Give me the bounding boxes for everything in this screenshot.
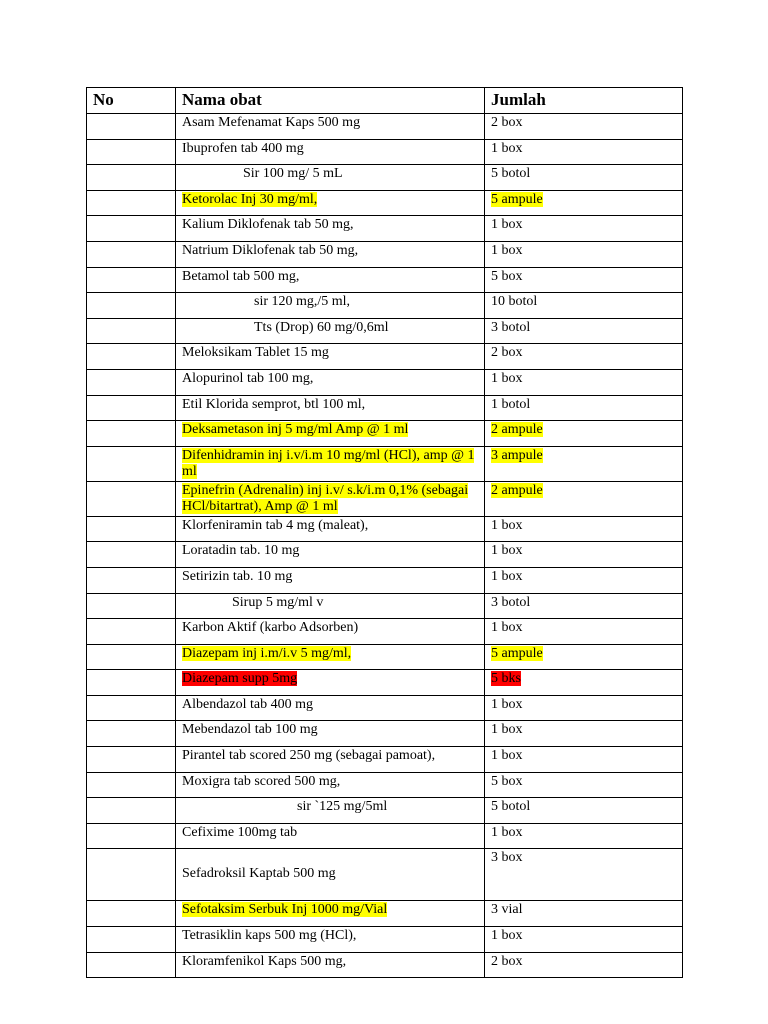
header-no: No [87,88,176,114]
cell-no [87,114,176,140]
cell-jumlah [485,695,683,721]
cell-nama-obat [176,901,485,927]
cell-jumlah [485,644,683,670]
cell-jumlah-text: 1 box [491,928,523,944]
table-row [87,695,683,721]
cell-nama-obat [176,927,485,953]
table-row [87,670,683,696]
table-row [87,901,683,927]
cell-nama-text: Pirantel tab scored 250 mg (sebagai pamoat), [182,748,436,764]
cell-nama-obat [176,721,485,747]
cell-nama-text: Klorfeniramin tab 4 mg (maleat), [182,517,369,533]
cell-jumlah [485,542,683,568]
cell-nama-text: Moxigra tab scored 500 mg, [182,773,341,789]
cell-jumlah-text: 3 box [491,850,523,866]
table-row [87,421,683,447]
cell-jumlah [485,798,683,824]
cell-nama-text: Albendazol tab 400 mg [182,696,314,712]
cell-jumlah-text: 1 box [491,217,523,233]
cell-jumlah [485,516,683,542]
cell-jumlah [485,241,683,267]
cell-jumlah [485,952,683,978]
cell-jumlah-text: 5 ampule [491,191,543,207]
table-row [87,318,683,344]
table-row [87,516,683,542]
cell-no [87,644,176,670]
cell-nama-obat [176,516,485,542]
cell-jumlah [485,446,683,481]
cell-jumlah [485,670,683,696]
cell-nama-text: Natrium Diklofenak tab 50 mg, [182,242,359,258]
cell-nama-obat [176,267,485,293]
cell-no [87,446,176,481]
cell-jumlah [485,747,683,773]
cell-no [87,216,176,242]
cell-no [87,901,176,927]
cell-jumlah-text: 3 botol [491,594,531,610]
cell-jumlah-text: 5 bks [491,671,521,687]
cell-no [87,344,176,370]
cell-jumlah-text: 1 box [491,696,523,712]
table-row [87,849,683,901]
cell-jumlah-text: 1 box [491,620,523,636]
table-row [87,952,683,978]
cell-nama-text: Ibuprofen tab 400 mg [182,140,304,156]
table-header-row [87,88,683,114]
cell-nama-text: Tts (Drop) 60 mg/0,6ml [254,319,389,335]
cell-no [87,369,176,395]
cell-jumlah [485,593,683,619]
cell-nama-text: Sir 100 mg/ 5 mL [243,166,343,182]
cell-nama-text: Diazepam inj i.m/i.v 5 mg/ml, [182,645,352,661]
cell-jumlah [485,165,683,191]
cell-nama-obat [176,216,485,242]
cell-jumlah-text: 1 botol [491,396,531,412]
cell-nama-text: Diazepam supp 5mg [182,671,298,687]
cell-jumlah-text: 1 box [491,748,523,764]
cell-nama-text: Setirizin tab. 10 mg [182,568,293,584]
cell-jumlah [485,421,683,447]
cell-jumlah-text: 1 box [491,568,523,584]
table-row [87,593,683,619]
cell-jumlah-text: 1 box [491,722,523,738]
cell-nama-text: Kalium Diklofenak tab 50 mg, [182,217,354,233]
cell-no [87,695,176,721]
cell-no [87,747,176,773]
cell-nama-obat [176,318,485,344]
cell-no [87,421,176,447]
cell-nama-text: Meloksikam Tablet 15 mg [182,345,329,361]
header-jumlah: Jumlah [485,88,683,114]
cell-nama-text: Tetrasiklin kaps 500 mg (HCl), [182,928,357,944]
cell-jumlah-text: 2 box [491,953,523,969]
cell-nama-text: Difenhidramin inj i.v/i.m 10 mg/ml (HCl), amp @ 1 ml [182,447,475,479]
table-row [87,823,683,849]
cell-jumlah [485,139,683,165]
cell-jumlah-text: 5 ampule [491,645,543,661]
cell-no [87,849,176,901]
cell-nama-obat [176,567,485,593]
cell-nama-text: Cefixime 100mg tab [182,824,298,840]
cell-no [87,516,176,542]
table-row [87,542,683,568]
cell-no [87,927,176,953]
table-row [87,267,683,293]
cell-jumlah-text: 5 box [491,268,523,284]
cell-jumlah-text: 1 box [491,543,523,559]
table-row [87,139,683,165]
table-row [87,241,683,267]
cell-no [87,567,176,593]
table-row [87,369,683,395]
cell-no [87,165,176,191]
cell-jumlah-text: 1 box [491,517,523,533]
cell-nama-obat [176,241,485,267]
table-row [87,395,683,421]
cell-nama-text: Sefadroksil Kaptab 500 mg [182,866,336,882]
cell-nama-text: Loratadin tab. 10 mg [182,543,300,559]
cell-nama-text: Karbon Aktif (karbo Adsorben) [182,620,359,636]
cell-jumlah [485,216,683,242]
cell-jumlah [485,721,683,747]
cell-jumlah [485,369,683,395]
cell-jumlah [485,567,683,593]
cell-jumlah-text: 1 box [491,242,523,258]
cell-no [87,481,176,516]
cell-jumlah [485,901,683,927]
table-row [87,772,683,798]
table-row [87,927,683,953]
cell-no [87,293,176,319]
table-row [87,567,683,593]
cell-jumlah [485,619,683,645]
cell-jumlah [485,190,683,216]
cell-jumlah-text: 2 ampule [491,422,543,438]
table-row [87,293,683,319]
cell-no [87,139,176,165]
cell-jumlah-text: 10 botol [491,294,538,310]
cell-nama-text: Alopurinol tab 100 mg, [182,370,314,386]
cell-nama-obat [176,695,485,721]
cell-nama-obat [176,446,485,481]
cell-jumlah-text: 2 ampule [491,482,543,498]
cell-jumlah [485,772,683,798]
cell-jumlah-text: 3 botol [491,319,531,335]
cell-nama-obat [176,395,485,421]
cell-no [87,267,176,293]
cell-no [87,952,176,978]
table-row [87,644,683,670]
table-row [87,344,683,370]
cell-nama-obat [176,619,485,645]
cell-nama-obat [176,369,485,395]
cell-no [87,542,176,568]
table-row [87,721,683,747]
cell-jumlah-text: 1 box [491,140,523,156]
cell-jumlah-text: 3 vial [491,902,523,918]
cell-nama-obat [176,481,485,516]
cell-no [87,670,176,696]
cell-nama-obat [176,344,485,370]
cell-jumlah [485,481,683,516]
cell-jumlah [485,849,683,901]
cell-nama-text: Etil Klorida semprot, btl 100 ml, [182,396,366,412]
cell-no [87,395,176,421]
cell-nama-obat [176,952,485,978]
cell-nama-text: Asam Mefenamat Kaps 500 mg [182,115,361,130]
cell-nama-obat [176,593,485,619]
header-nama-obat: Nama obat [176,88,485,114]
cell-nama-obat [176,849,485,901]
cell-nama-obat [176,190,485,216]
cell-nama-text: sir `125 mg/5ml [297,799,388,815]
cell-no [87,721,176,747]
cell-nama-obat [176,747,485,773]
cell-no [87,190,176,216]
cell-no [87,619,176,645]
cell-nama-text: Ketorolac Inj 30 mg/ml, [182,191,318,207]
cell-nama-text: Epinefrin (Adrenalin) inj i.v/ s.k/i.m 0,1% (sebagai HCl/bitartrat), Amp @ 1 ml [182,482,469,514]
table-row [87,114,683,140]
cell-no [87,318,176,344]
cell-jumlah [485,293,683,319]
table-row [87,619,683,645]
cell-no [87,241,176,267]
cell-nama-text: Sirup 5 mg/ml v [232,594,324,610]
cell-jumlah-text: 5 box [491,773,523,789]
cell-nama-obat [176,644,485,670]
cell-nama-obat [176,823,485,849]
cell-nama-obat [176,293,485,319]
cell-jumlah-text: 1 box [491,824,523,840]
table-row [87,798,683,824]
cell-nama-obat [176,114,485,140]
table-row [87,190,683,216]
cell-nama-text: sir 120 mg,/5 ml, [254,294,351,310]
medicine-table [86,87,683,978]
cell-nama-text: Sefotaksim Serbuk Inj 1000 mg/Vial [182,902,388,918]
table-row [87,216,683,242]
table-row [87,481,683,516]
cell-jumlah-text: 5 botol [491,799,531,815]
cell-nama-obat [176,165,485,191]
cell-jumlah [485,318,683,344]
cell-jumlah-text: 5 botol [491,166,531,182]
table-row [87,747,683,773]
cell-no [87,772,176,798]
cell-jumlah [485,267,683,293]
table-row [87,446,683,481]
cell-jumlah [485,927,683,953]
cell-jumlah [485,823,683,849]
cell-nama-obat [176,670,485,696]
cell-nama-obat [176,798,485,824]
cell-no [87,823,176,849]
cell-no [87,798,176,824]
cell-nama-text: Kloramfenikol Kaps 500 mg, [182,953,347,969]
cell-nama-obat [176,421,485,447]
cell-jumlah-text: 3 ampule [491,447,543,463]
cell-no [87,593,176,619]
cell-nama-obat [176,772,485,798]
cell-nama-obat [176,139,485,165]
cell-jumlah [485,344,683,370]
cell-nama-text: Mebendazol tab 100 mg [182,722,318,738]
cell-nama-text: Deksametason inj 5 mg/ml Amp @ 1 ml [182,422,409,438]
cell-jumlah-text: 2 box [491,115,523,130]
cell-jumlah [485,114,683,140]
cell-jumlah-text: 1 box [491,370,523,386]
cell-jumlah-text: 2 box [491,345,523,361]
cell-jumlah [485,395,683,421]
cell-nama-obat [176,542,485,568]
table-row [87,165,683,191]
cell-nama-text: Betamol tab 500 mg, [182,268,300,284]
